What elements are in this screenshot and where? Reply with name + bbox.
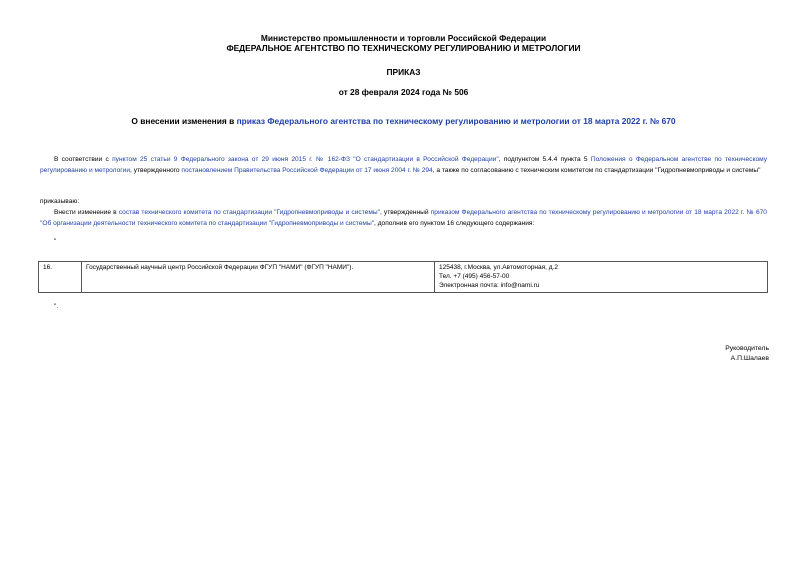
table-row — [39, 262, 768, 293]
federal-law-link[interactable]: пунктом 25 статьи 9 Федерального закона от 29 июня 2015 г. № 162-ФЗ "О стандартизации в Российской Федерации" — [112, 156, 499, 163]
document-type: ПРИКАЗ — [386, 67, 421, 77]
quote-open: " — [54, 238, 57, 245]
signatory-position: Руководитель — [725, 345, 769, 352]
agency-name: ФЕДЕРАЛЬНОЕ АГЕНТСТВО ПО ТЕХНИЧЕСКОМУ РЕГУЛИРОВАНИЮ И МЕТРОЛОГИИ — [226, 43, 581, 53]
government-resolution-link[interactable]: постановлением Правительства Российской Федерации от 17 июня 2004 г. № 294 — [181, 166, 433, 174]
agency-regulation-link[interactable]: Положения о Федеральном агентстве по техническому регулированию и метрологии — [40, 156, 768, 174]
organization-name: Государственный научный центр Российской Федерации ФГУП "НАМИ" (ФГУП "НАМИ"). — [82, 262, 435, 293]
phone-text: Тел. +7 (495) 456-57-00 — [439, 273, 510, 280]
amendment-text-3: , дополнив его пунктом 16 следующего содержания: — [374, 219, 535, 227]
address-text: 125438, г.Москва, ул.Автомоторная, д.2 — [439, 264, 558, 271]
ministry-name: Министерство промышленности и торговли Российской Федерации — [260, 33, 547, 43]
document-date-number: от 28 февраля 2024 года № 506 — [338, 87, 469, 97]
committee-member-table — [38, 261, 768, 293]
agency-order-link[interactable]: приказом Федерального агентства по техническому регулированию и метрологии от 18 марта 2022 г. № 670 "Об организации деятельности технического комитета по стандартизации "Гидропневмоприводы и системы" — [40, 209, 767, 227]
amendment-paragraph — [40, 208, 767, 229]
preamble-text-1: В соответствии с — [54, 156, 113, 163]
preamble-paragraph — [40, 155, 767, 176]
preamble-text-4: , а также по согласованию с техническим комитетом по стандартизации "Гидропневмоприводы и системы" — [432, 166, 761, 174]
preamble-text-2: , подпунктом 5.4.4 пункта 5 — [498, 156, 591, 163]
subject-prefix: О внесении изменения в — [131, 116, 237, 126]
subject-order-link[interactable]: приказ Федерального агентства по техническому регулированию и метрологии от 18 марта 2022 г. № 670 — [236, 116, 676, 126]
contact-cell — [435, 262, 768, 293]
amendment-text-1: Внести изменение в — [54, 209, 119, 216]
row-number: 16. — [39, 262, 82, 293]
quote-close: ". — [54, 303, 59, 310]
preamble-text-3: , утвержденного — [130, 166, 182, 174]
order-word: приказываю: — [40, 198, 80, 205]
amendment-text-2: , утвержденный — [379, 209, 431, 216]
document-subject — [0, 116, 807, 126]
email-text: Электронная почта: info@nami.ru — [439, 282, 540, 289]
signatory-name: А.П.Шалаев — [730, 355, 769, 362]
committee-composition-link[interactable]: состав технического комитета по стандартизации "Гидропневмоприводы и системы" — [118, 209, 380, 216]
